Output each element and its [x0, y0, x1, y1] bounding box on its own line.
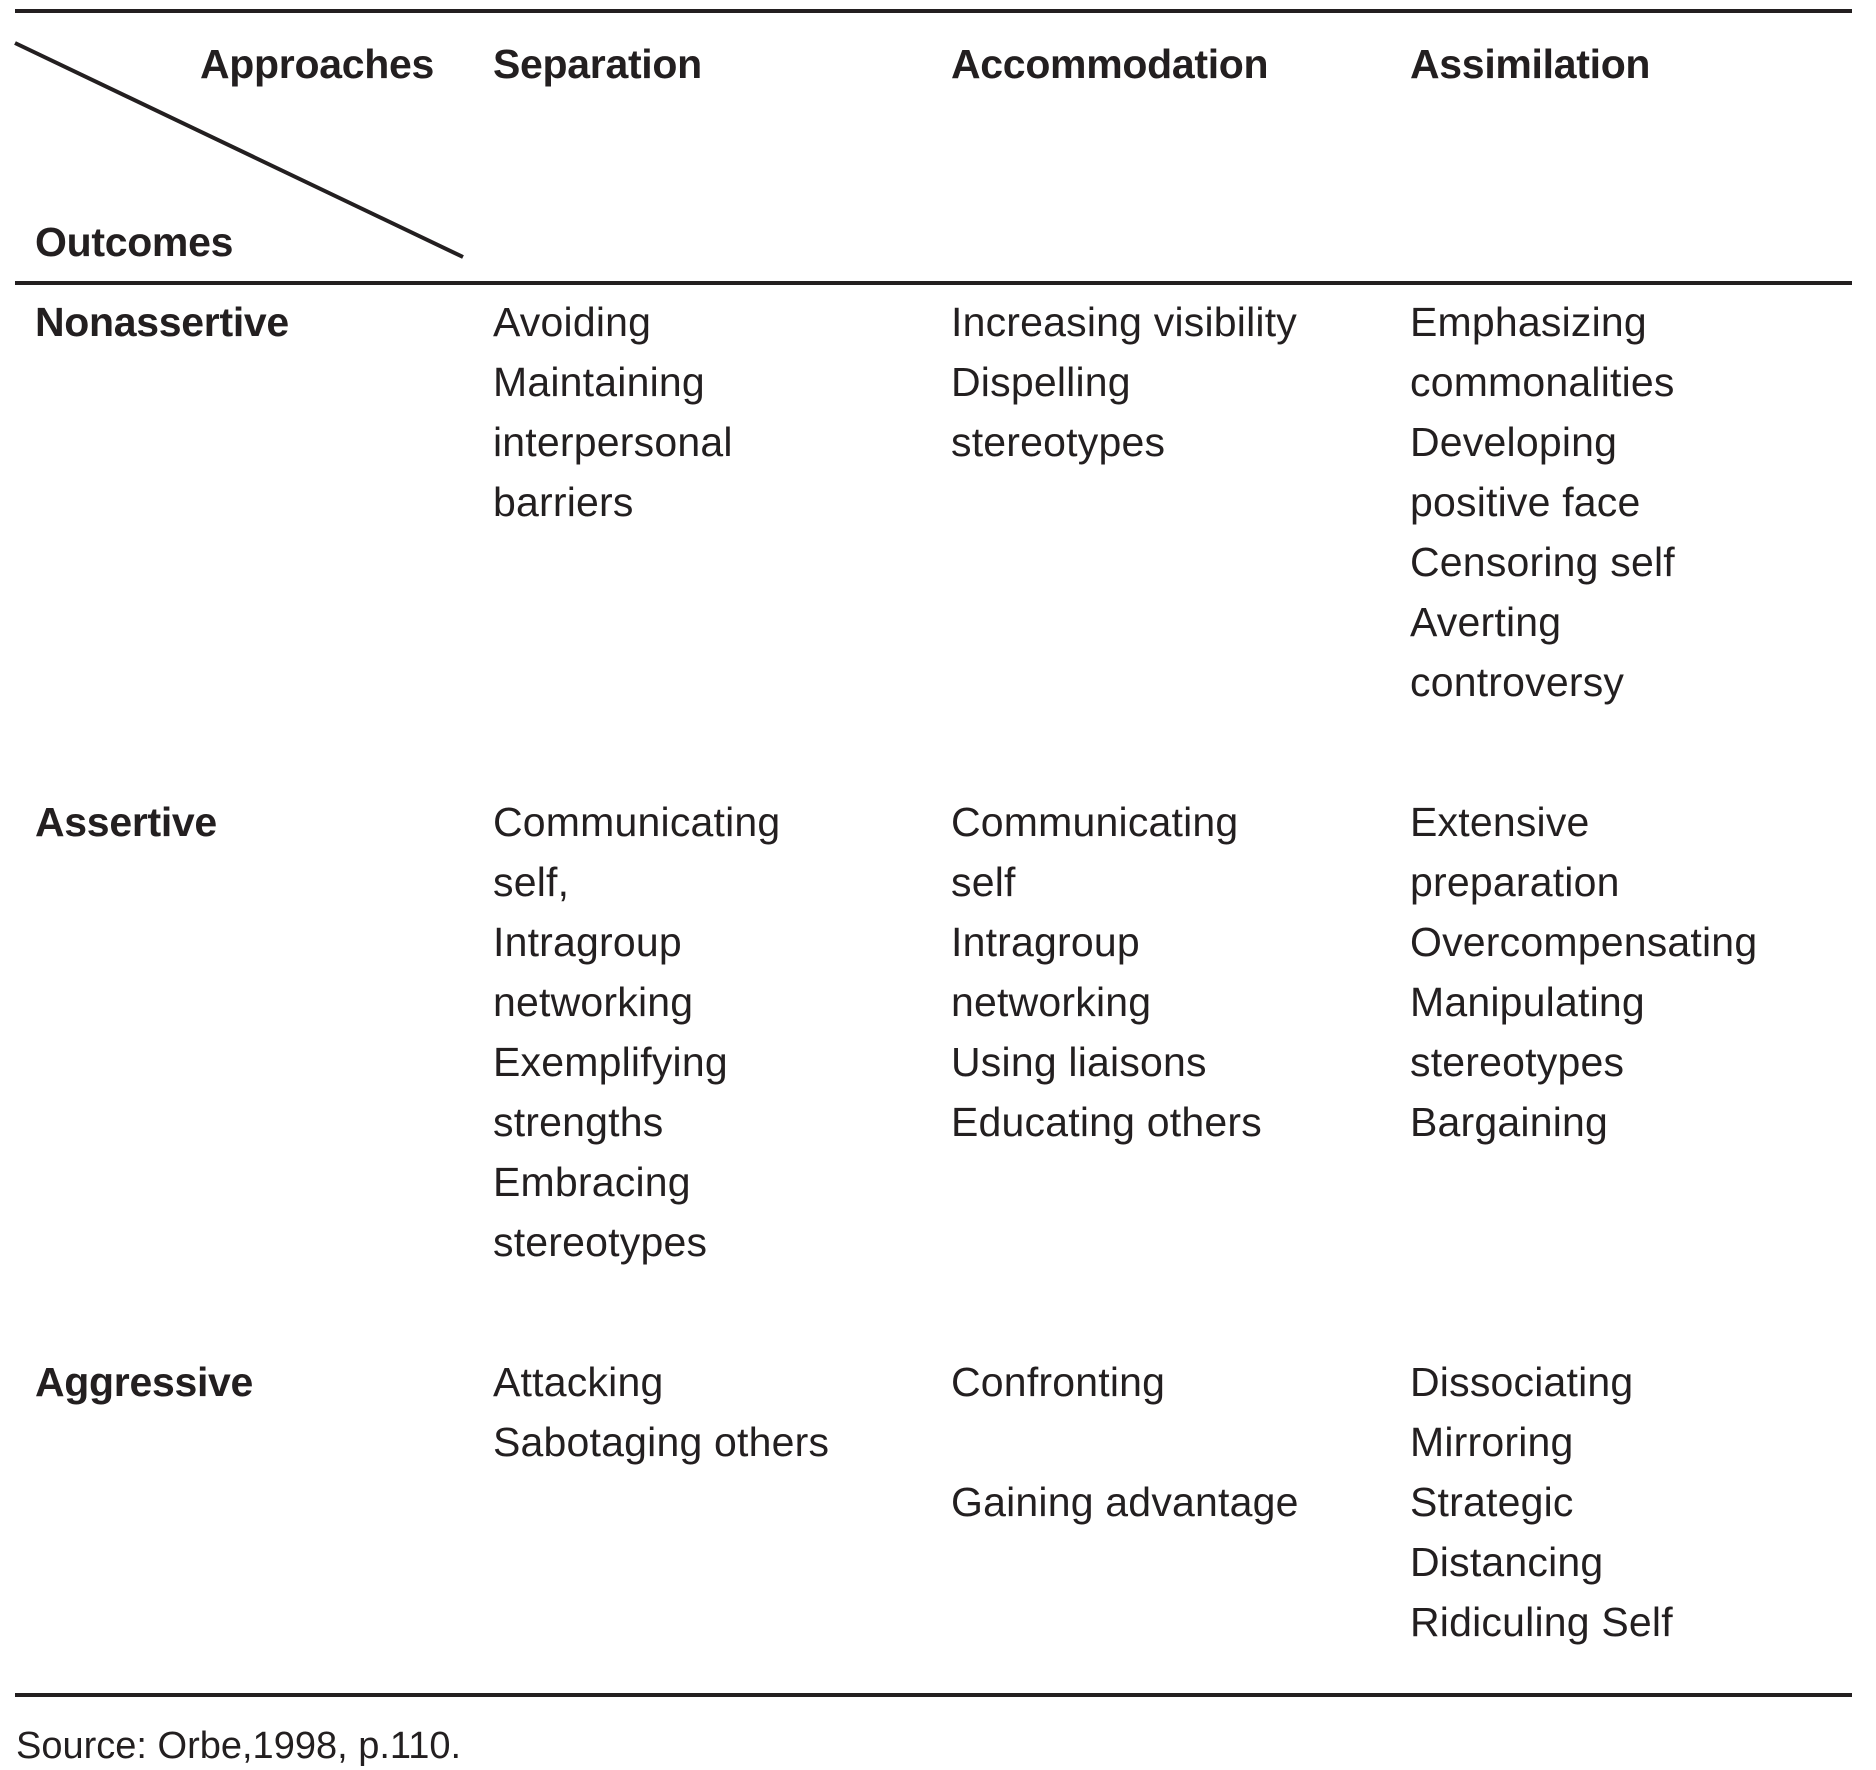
list-item: Educating others — [951, 1099, 1262, 1145]
list-item-blank — [951, 1412, 1299, 1472]
list-item: Strategic — [1410, 1479, 1574, 1525]
list-item: self — [951, 859, 1016, 905]
list-item: controversy — [1410, 659, 1625, 705]
row-label-aggressive: Aggressive — [35, 1359, 254, 1405]
list-item: Extensive — [1410, 799, 1590, 845]
list-item: Communicating — [951, 799, 1239, 845]
cell-assertive-assimilation — [1410, 792, 1757, 1152]
list-item: networking — [493, 979, 694, 1025]
list-item: barriers — [493, 479, 634, 525]
cell-nonassertive-accommodation — [951, 292, 1297, 472]
row-label-assertive: Assertive — [35, 799, 217, 845]
list-item: Manipulating — [1410, 979, 1645, 1025]
cell-nonassertive-separation — [493, 292, 733, 532]
list-item: interpersonal — [493, 419, 733, 465]
list-item: Distancing — [1410, 1539, 1604, 1585]
column-header-assimilation: Assimilation — [1410, 41, 1651, 87]
list-item: preparation — [1410, 859, 1620, 905]
cell-assertive-accommodation — [951, 792, 1262, 1152]
column-header-separation: Separation — [493, 41, 702, 87]
list-item: Averting — [1410, 599, 1562, 645]
column-header-accommodation: Accommodation — [951, 41, 1269, 87]
cell-aggressive-accommodation — [951, 1352, 1299, 1532]
list-item: Ridiculing Self — [1410, 1599, 1673, 1645]
list-item: Attacking — [493, 1359, 664, 1405]
list-item: Censoring self — [1410, 539, 1675, 585]
cell-assertive-separation — [493, 792, 780, 1272]
list-item: Sabotaging others — [493, 1419, 830, 1465]
list-item: Mirroring — [1410, 1419, 1574, 1465]
list-item: Exemplifying — [493, 1039, 728, 1085]
list-item: positive face — [1410, 479, 1641, 525]
list-item: strengths — [493, 1099, 664, 1145]
cell-aggressive-separation — [493, 1352, 829, 1472]
list-item: Increasing visibility — [951, 299, 1297, 345]
list-item: Confronting — [951, 1359, 1166, 1405]
list-item: Intragroup — [951, 919, 1140, 965]
list-item: Communicating — [493, 799, 781, 845]
table-bottom-rule — [15, 1693, 1852, 1697]
list-item: Using liaisons — [951, 1039, 1207, 1085]
row-label-nonassertive: Nonassertive — [35, 299, 289, 345]
list-item: Dispelling — [951, 359, 1131, 405]
list-item: Avoiding — [493, 299, 652, 345]
list-item: Bargaining — [1410, 1099, 1609, 1145]
source-note: Source: Orbe,1998, p.110. — [16, 1725, 462, 1767]
list-item: self, — [493, 859, 570, 905]
cell-nonassertive-assimilation — [1410, 292, 1675, 712]
list-item: Dissociating — [1410, 1359, 1634, 1405]
list-item: Overcompensating — [1410, 919, 1758, 965]
list-item: stereotypes — [951, 419, 1166, 465]
row-axis-label: Outcomes — [35, 219, 234, 265]
column-axis-label: Approaches — [200, 41, 434, 87]
cell-aggressive-assimilation — [1410, 1352, 1673, 1652]
list-item: Gaining advantage — [951, 1479, 1299, 1525]
list-item: Emphasizing — [1410, 299, 1647, 345]
list-item: stereotypes — [493, 1219, 708, 1265]
list-item: Intragroup — [493, 919, 682, 965]
list-item: networking — [951, 979, 1152, 1025]
list-item: Developing — [1410, 419, 1618, 465]
table-header-rule — [15, 281, 1852, 285]
list-item: commonalities — [1410, 359, 1675, 405]
list-item: Maintaining — [493, 359, 705, 405]
list-item: Embracing — [493, 1159, 691, 1205]
list-item: stereotypes — [1410, 1039, 1625, 1085]
